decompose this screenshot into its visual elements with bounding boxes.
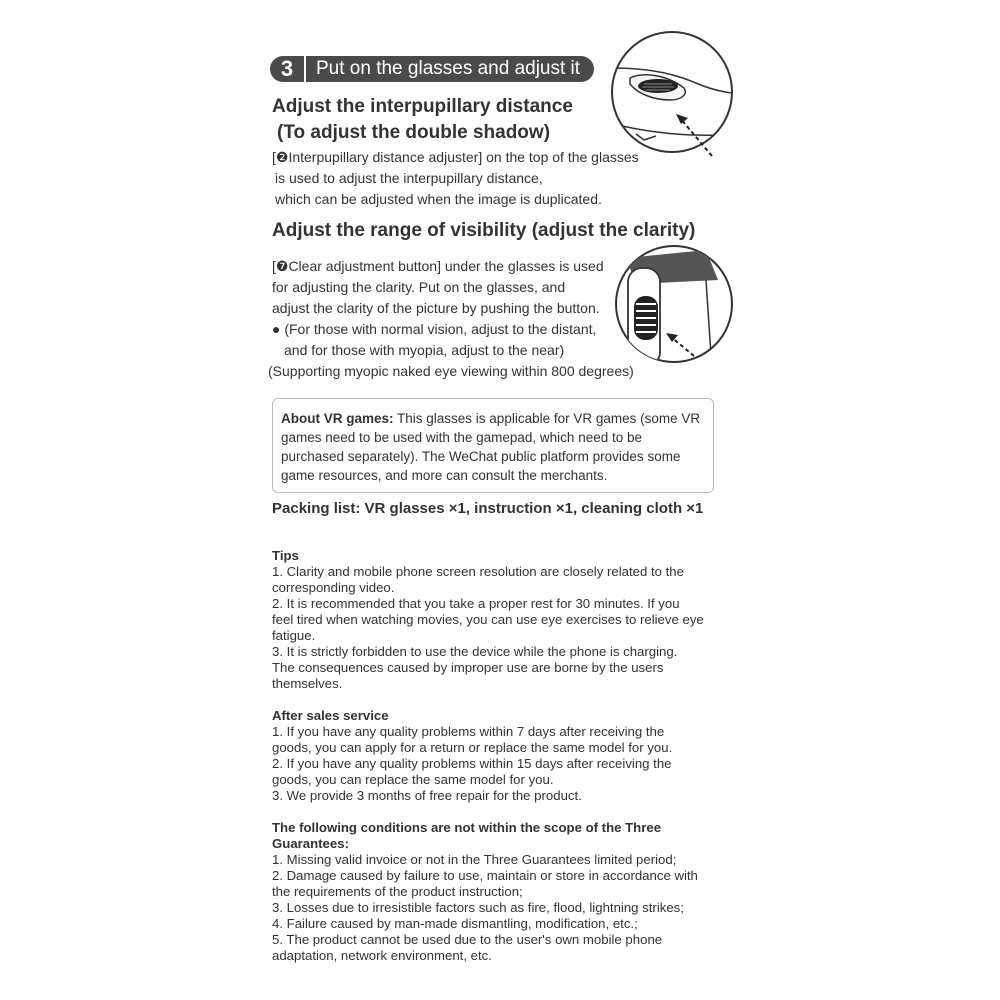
clarity-line: (Supporting myopic naked eye viewing within 800 degrees) xyxy=(268,363,634,379)
ipd-heading: Adjust the interpupillary distance xyxy=(272,96,573,117)
after-sales-line: goods, you can apply for a return or replace the same model for you. xyxy=(272,740,673,755)
conditions-line: 1. Missing valid invoice or not in the Three Guarantees limited period; xyxy=(272,852,677,867)
adjuster-wheel-icon xyxy=(638,79,678,93)
conditions-line: 5. The product cannot be used due to the user's own mobile phone xyxy=(272,932,663,947)
ipd-subheading: (To adjust the double shadow) xyxy=(277,122,551,143)
clarity-line: and for those with myopia, adjust to the near) xyxy=(284,342,565,358)
clarity-line: [❼Clear adjustment button] under the glasses is used xyxy=(272,258,604,274)
tips-line: 3. It is strictly forbidden to use the device while the phone is charging. xyxy=(272,644,678,659)
ipd-line: is used to adjust the interpupillary distance, xyxy=(275,170,543,186)
conditions-title-cont: Guarantees: xyxy=(272,836,349,851)
tips-title: Tips xyxy=(272,548,299,563)
ipd-text xyxy=(272,147,639,210)
conditions-line: 4. Failure caused by man-made dismantling, modification, etc.; xyxy=(272,916,638,931)
ipd-line: [❷Interpupillary distance adjuster] on the top of the glasses xyxy=(272,149,639,165)
step-number-badge: 3 xyxy=(270,56,304,82)
tips-line: corresponding video. xyxy=(272,580,395,595)
conditions-line: 3. Losses due to irresistible factors such as fire, flood, lightning strikes; xyxy=(272,900,684,915)
tips-line: fatigue. xyxy=(272,628,316,643)
clarity-line: ● (For those with normal vision, adjust to the distant, xyxy=(272,321,597,337)
after-sales-line: 3. We provide 3 months of free repair for the product. xyxy=(272,788,582,803)
conditions-line: the requirements of the product instruction; xyxy=(272,884,523,899)
clarity-button-illustration xyxy=(606,240,738,372)
step-title: Put on the glasses and adjust it xyxy=(306,56,594,82)
ipd-adjuster-illustration xyxy=(596,28,738,170)
conditions-line: 2. Damage caused by failure to use, maintain or store in accordance with xyxy=(272,868,698,883)
after-sales-line: 2. If you have any quality problems within 15 days after receiving the xyxy=(272,756,672,771)
tips-line: themselves. xyxy=(272,676,343,691)
clarity-line: for adjusting the clarity. Put on the glasses, and xyxy=(272,279,566,295)
conditions-title: The following conditions are not within the scope of the Three xyxy=(272,820,662,835)
after-sales-title: After sales service xyxy=(272,708,389,723)
tips-line: feel tired when watching movies, you can use eye exercises to relieve eye xyxy=(272,612,704,627)
clarity-text xyxy=(268,256,634,382)
tips-section xyxy=(272,548,732,692)
packing-list: Packing list: VR glasses ×1, instruction ×1, cleaning cloth ×1 xyxy=(272,500,704,517)
conditions-line: adaptation, network environment, etc. xyxy=(272,948,492,963)
about-label: About VR games: xyxy=(281,411,394,426)
about-text: This glasses is applicable for VR games (some VR games need to be used with the gamepad, which need to be purchased separately). The WeChat public platform provides some game resources, and more can consult the merchants. xyxy=(281,411,701,483)
clarity-button-icon xyxy=(634,296,658,340)
clarity-heading: Adjust the range of visibility (adjust the clarity) xyxy=(272,220,696,241)
after-sales-line: goods, you can replace the same model for you. xyxy=(272,772,554,787)
clarity-line: adjust the clarity of the picture by pushing the button. xyxy=(272,300,600,316)
conditions-section xyxy=(272,820,732,964)
tips-line: 1. Clarity and mobile phone screen resolution are closely related to the xyxy=(272,564,684,579)
ipd-line: which can be adjusted when the image is duplicated. xyxy=(275,191,602,207)
tips-line: The consequences caused by improper use are borne by the users xyxy=(272,660,664,675)
tips-line: 2. It is recommended that you take a proper rest for 30 minutes. If you xyxy=(272,596,680,611)
about-vr-games-box xyxy=(272,398,714,493)
after-sales-line: 1. If you have any quality problems within 7 days after receiving the xyxy=(272,724,665,739)
after-sales-section xyxy=(272,708,732,804)
